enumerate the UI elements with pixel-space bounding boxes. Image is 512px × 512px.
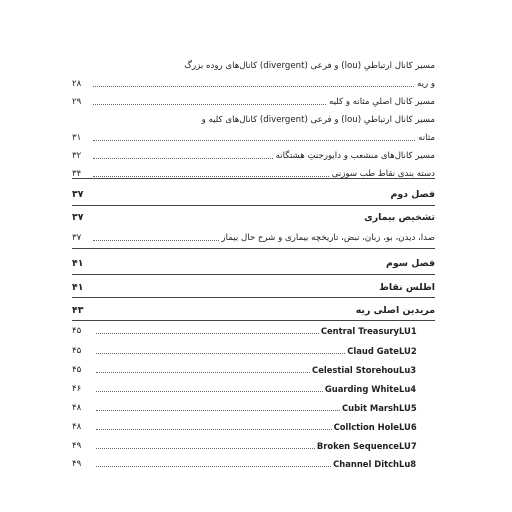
point-name: Claud Gate [347,346,399,356]
point-name: Celestial Storehou [312,365,399,375]
point-code: LU5 [399,403,417,413]
point-code: Lu3 [399,365,417,375]
dot-leader [93,157,273,159]
point-name: Channel Ditch [333,459,399,469]
toc-entry [72,94,435,108]
point-code: LU7 [399,441,417,451]
point-name: Central Treasury [320,326,399,336]
dot-leader [96,352,345,354]
toc-entry-title: مثانه [418,133,435,143]
point-page: ۴۶ [72,384,82,394]
toc-entry-title: مسیر کانال ارتباطیِ (lou) و فرعی (divergent) کانال‌های روده بزرگ [184,61,435,71]
toc-entry-title: صدا، دیدن، بو، زبان، نبض، تاریخچه بیماری و شرح حال بیمار [221,233,435,243]
section-title: تشخیص بیماری [364,212,435,223]
point-code: LU2 [399,346,417,356]
toc-entry [72,148,435,162]
section-page: ۴۳ [72,305,84,316]
section-divider [72,320,435,321]
dot-leader [93,239,219,241]
toc-entry [72,76,435,90]
dot-leader [93,175,329,177]
toc-entry-title: مسیر کانال اصلیِ مثانه و کلیه [328,97,435,107]
toc-entry [72,130,435,144]
toc-entry-title: و ریه [416,79,435,89]
point-code: Lu8 [399,459,417,469]
point-page: ۴۹ [72,459,82,469]
section-heading [72,210,435,224]
dot-leader [96,428,332,430]
point-code: Lu4 [399,384,417,394]
section-page: ۴۱ [72,282,84,293]
dot-leader [93,313,353,314]
dot-leader [93,139,415,141]
toc-entry-page: ۲۸ [72,79,82,89]
toc-entry [72,112,435,126]
toc-entry-page: ۳۴ [72,169,82,179]
toc-entry-page: ۳۷ [72,233,82,243]
toc-entry-title: مسیر کانال ارتباطیِ (lou) و فرعی (divergent) کانال‌های کلیه و [201,115,435,125]
section-title: فصل دوم [390,189,435,200]
point-entry [72,456,435,470]
point-entry [72,419,435,433]
dot-leader [93,103,326,105]
section-page: ۳۷ [72,212,84,223]
dot-leader [93,266,383,267]
point-code: LU1 [399,326,417,336]
point-name: Guarding White [324,384,399,394]
dot-leader [96,465,331,467]
point-entry [72,438,435,452]
section-heading [72,187,435,201]
section-title: مریدین اصلی ریه [355,305,435,316]
section-title: اطلس نقاط [379,282,435,293]
point-entry [72,343,435,357]
point-page: ۴۸ [72,422,82,432]
section-heading [72,303,435,317]
toc-entry-title: مسیر کانال‌های منشعب و دایورجنتِ هشتگانه [275,151,435,161]
toc-entry-page: ۳۲ [72,151,82,161]
point-entry [72,381,435,395]
section-heading [72,280,435,294]
point-entry [72,362,435,376]
dot-leader [93,290,376,291]
section-page: ۳۷ [72,189,84,200]
point-name: Collction Hole [333,422,399,432]
point-entry [72,400,435,414]
point-page: ۴۵ [72,365,82,375]
point-name: Cubit Marsh [342,403,399,413]
dot-leader [93,85,414,87]
dot-leader [96,390,323,392]
toc-entry-page: ۳۱ [72,133,82,143]
toc-entry-title: دسته بندی نقاط طب سوزنی [331,169,435,179]
point-page: ۴۵ [72,326,82,336]
toc-entry-page: ۲۹ [72,97,82,107]
toc-entry [72,58,435,72]
section-divider [72,205,435,206]
point-code: LU6 [399,422,417,432]
dot-leader [93,220,361,221]
section-divider [72,248,435,249]
dot-leader [96,409,340,411]
section-divider [72,274,435,275]
point-entry [72,323,435,337]
section-divider [72,178,435,179]
dot-leader [96,447,315,449]
section-page: ۴۱ [72,258,84,269]
point-page: ۴۸ [72,403,82,413]
section-divider [72,297,435,298]
toc-entry [72,230,435,244]
dot-leader [96,332,319,334]
point-page: ۴۹ [72,441,82,451]
point-name: Broken Sequence [316,441,399,451]
dot-leader [96,371,310,373]
section-title: فصل سوم [386,258,435,269]
point-page: ۴۵ [72,346,82,356]
dot-leader [93,197,387,198]
section-heading [72,256,435,270]
